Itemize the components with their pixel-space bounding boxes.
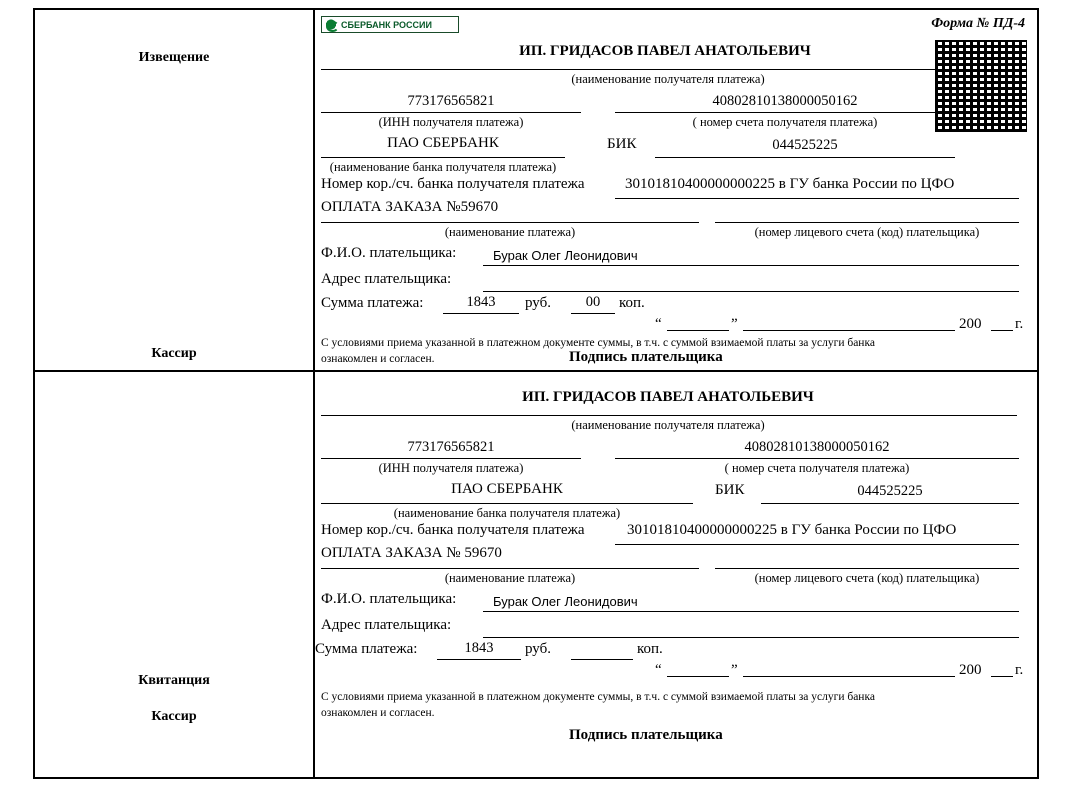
- notice-bank-name-rule: [321, 157, 565, 158]
- label-cashier-bottom: Кассир: [151, 709, 197, 724]
- receipt-payment-name-rule: [321, 568, 699, 569]
- receipt-bik-rule: [761, 503, 1019, 504]
- notice-account-rule: [615, 112, 955, 113]
- notice-payment-name-value: ОПЛАТА ЗАКАЗА №59670: [321, 199, 499, 215]
- receipt-date-quote-close: ”: [731, 662, 738, 678]
- receipt-inn-caption: (ИНН получателя платежа): [378, 461, 524, 475]
- receipt-date-year-rule: [991, 676, 1013, 677]
- notice-payer-name-label: Ф.И.О. плательщика:: [321, 245, 457, 261]
- form-number: Форма № ПД-4: [931, 16, 1025, 31]
- receipt-bank-name-caption: (наименование банка получателя платежа): [393, 506, 621, 520]
- notice-inn-caption: (ИНН получателя платежа): [378, 115, 524, 129]
- receipt-recipient-name: ИП. ГРИДАСОВ ПАВЕЛ АНАТОЛЬЕВИЧ: [522, 389, 814, 405]
- notice-amount-kop-unit: коп.: [619, 295, 645, 311]
- notice-personal-account-caption: (номер лицевого счета (код) плательщика): [754, 225, 980, 239]
- notice-recipient-caption: (наименование получателя платежа): [571, 72, 765, 86]
- receipt-recipient-caption: (наименование получателя платежа): [571, 418, 765, 432]
- receipt-date-month-rule: [743, 676, 955, 677]
- receipt-date-year-prefix: 200: [959, 662, 982, 678]
- notice-left-column: [35, 10, 315, 370]
- payment-form: [33, 8, 1039, 779]
- receipt-payer-name-rule: [483, 611, 1019, 612]
- notice-personal-account-rule: [715, 222, 1019, 223]
- notice-inn-rule: [321, 112, 581, 113]
- receipt-corr-value: 30101810400000000225 в ГУ банка России по ЦФО: [627, 522, 957, 538]
- receipt-personal-account-rule: [715, 568, 1019, 569]
- receipt-corr-label: Номер кор./сч. банка получателя платежа: [321, 522, 585, 538]
- sberbank-logo: [321, 16, 459, 33]
- notice-bik-rule: [655, 157, 955, 158]
- notice-payment-name-caption: (наименование платежа): [444, 225, 576, 239]
- receipt-bank-name-value: ПАО СБЕРБАНК: [451, 481, 563, 497]
- receipt-bik-value: 044525225: [857, 483, 923, 499]
- receipt-date-quote-open: “: [655, 662, 662, 678]
- sberbank-logo-text: СБЕРБАНК РОССИИ: [341, 19, 432, 30]
- notice-date-year-prefix: 200: [959, 316, 982, 332]
- notice-bik-value: 044525225: [772, 137, 838, 153]
- notice-date-year-suffix: г.: [1015, 316, 1024, 332]
- notice-corr-value: 30101810400000000225 в ГУ банка России по ЦФО: [625, 176, 955, 192]
- receipt-bank-name-rule: [321, 503, 693, 504]
- receipt-payer-name-label: Ф.И.О. плательщика:: [321, 591, 457, 607]
- notice-signature-label: Подпись плательщика: [569, 349, 723, 365]
- notice-date-month-rule: [743, 330, 955, 331]
- receipt-right-column: [315, 372, 1037, 777]
- label-receipt: Квитанция: [138, 673, 210, 688]
- receipt-signature-label: Подпись плательщика: [569, 727, 723, 743]
- receipt-account-value: 40802810138000050162: [744, 439, 890, 455]
- notice-payer-address-rule: [483, 291, 1019, 292]
- receipt-amount-kop-unit: коп.: [637, 641, 663, 657]
- notice-amount-kop-rule: [571, 313, 615, 314]
- receipt-amount-rub-unit: руб.: [525, 641, 551, 657]
- notice-account-caption: ( номер счета получателя платежа): [692, 115, 878, 129]
- notice-amount-rub-value: 1843: [466, 294, 496, 310]
- receipt-amount-kop-rule: [571, 659, 633, 660]
- notice-bank-name-caption: (наименование банка получателя платежа): [329, 160, 557, 174]
- receipt-account-rule: [615, 458, 1019, 459]
- receipt-payment-name-value: ОПЛАТА ЗАКАЗА № 59670: [321, 545, 502, 561]
- notice-date-day-rule: [667, 330, 729, 331]
- notice-bank-name-value: ПАО СБЕРБАНК: [387, 135, 499, 151]
- notice-corr-rule: [615, 198, 1019, 199]
- notice-agreement-line1: С условиями приема указанной в платежном документе суммы, в т.ч. с суммой взимаемой платы за услуги банка: [321, 337, 875, 349]
- notice-recipient-name: ИП. ГРИДАСОВ ПАВЕЛ АНАТОЛЬЕВИЧ: [519, 43, 811, 59]
- label-cashier-top: Кассир: [151, 346, 197, 361]
- receipt-personal-account-caption: (номер лицевого счета (код) плательщика): [754, 571, 980, 585]
- notice-payment-name-rule: [321, 222, 699, 223]
- receipt-inn-value: 773176565821: [407, 439, 495, 455]
- receipt-payer-address-rule: [483, 637, 1019, 638]
- receipt-amount-label: Сумма платежа:: [315, 641, 418, 657]
- notice-amount-kop-value: 00: [585, 294, 601, 310]
- notice-payer-address-label: Адрес плательщика:: [321, 271, 452, 287]
- notice-amount-rub-unit: руб.: [525, 295, 551, 311]
- notice-payer-name-value: Бурак Олег Леонидович: [493, 248, 638, 263]
- receipt-payer-address-label: Адрес плательщика:: [321, 617, 452, 633]
- receipt-agreement-line1: С условиями приема указанной в платежном документе суммы, в т.ч. с суммой взимаемой платы за услуги банка: [321, 691, 875, 703]
- notice-amount-rub-rule: [443, 313, 519, 314]
- receipt-bik-label: БИК: [715, 482, 745, 498]
- sberbank-mark-icon: [323, 17, 339, 32]
- receipt-amount-rub-rule: [437, 659, 521, 660]
- notice-date-quote-close: ”: [731, 316, 738, 332]
- receipt-inn-rule: [321, 458, 581, 459]
- notice-right-column: [315, 10, 1037, 370]
- receipt-amount-rub-value: 1843: [464, 640, 494, 656]
- receipt-account-caption: ( номер счета получателя платежа): [724, 461, 910, 475]
- receipt-payer-name-value: Бурак Олег Леонидович: [493, 594, 638, 609]
- receipt-section: [35, 372, 1037, 777]
- receipt-date-year-suffix: г.: [1015, 662, 1024, 678]
- notice-inn-value: 773176565821: [407, 93, 495, 109]
- notice-date-quote-open: “: [655, 316, 662, 332]
- notice-date-year-rule: [991, 330, 1013, 331]
- receipt-agreement-line2: ознакомлен и согласен.: [321, 707, 435, 719]
- notice-section: [35, 10, 1037, 372]
- receipt-date-day-rule: [667, 676, 729, 677]
- notice-agreement-line2: ознакомлен и согласен.: [321, 353, 435, 365]
- receipt-corr-rule: [615, 544, 1019, 545]
- notice-amount-label: Сумма платежа:: [321, 295, 424, 311]
- receipt-left-column: [35, 372, 315, 777]
- notice-bik-label: БИК: [607, 136, 637, 152]
- notice-payer-name-rule: [483, 265, 1019, 266]
- notice-account-value: 40802810138000050162: [712, 93, 858, 109]
- label-notice: Извещение: [138, 50, 210, 65]
- notice-corr-label: Номер кор./сч. банка получателя платежа: [321, 176, 585, 192]
- receipt-payment-name-caption: (наименование платежа): [444, 571, 576, 585]
- receipt-recipient-rule: [321, 415, 1017, 416]
- notice-recipient-rule: [321, 69, 1017, 70]
